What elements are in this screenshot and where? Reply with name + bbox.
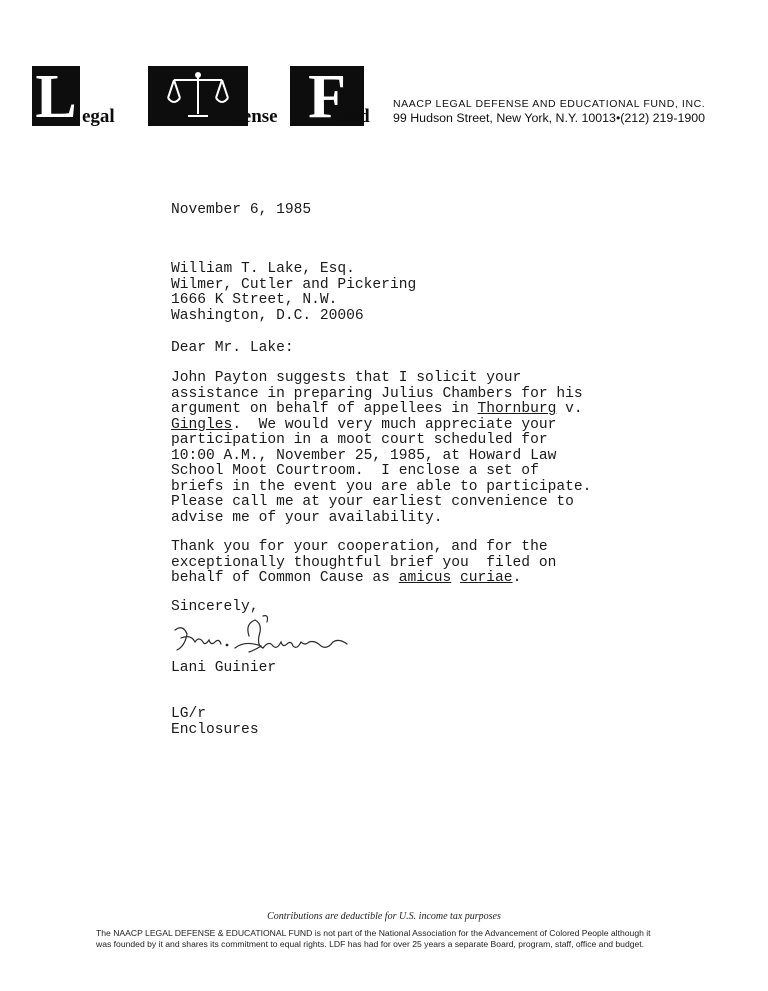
handwritten-signature bbox=[165, 612, 355, 658]
paragraph-line: Please call me at your earliest convenience to bbox=[171, 494, 574, 510]
paragraph-line: exceptionally thoughtful brief you filed on bbox=[171, 554, 557, 571]
disclaimer-line: The NAACP LEGAL DEFENSE & EDUCATIONAL FUND is not part of the National Association for the Advancement of Colored People although it bbox=[96, 928, 651, 938]
paragraph-line: John Payton suggests that I solicit your bbox=[171, 370, 522, 386]
body-paragraph-2 bbox=[171, 540, 556, 587]
logo-letter-l: L bbox=[32, 66, 80, 126]
text-fragment: argument on behalf of appellees in bbox=[171, 401, 478, 417]
paragraph-line: 10:00 A.M., November 25, 1985, at Howard Law bbox=[171, 447, 557, 464]
typist-initials: LG/r bbox=[171, 706, 207, 722]
text-fragment: . We would very much appreciate your bbox=[232, 416, 557, 433]
body-paragraph-1 bbox=[171, 371, 591, 526]
recipient-line: Wilmer, Cutler and Pickering bbox=[171, 276, 417, 293]
reference-block bbox=[171, 707, 259, 738]
case-name-thornburg: Thornburg bbox=[477, 401, 557, 417]
text-fragment: behalf of Common Cause as bbox=[171, 570, 399, 586]
case-name-gingles: Gingles bbox=[171, 416, 233, 433]
ldf-logo bbox=[32, 63, 377, 131]
org-name: NAACP LEGAL DEFENSE AND EDUCATIONAL FUND, INC. bbox=[393, 98, 706, 110]
footer-disclaimer bbox=[96, 928, 696, 949]
tax-deductible-note: Contributions are deductible for U.S. income tax purposes bbox=[267, 911, 501, 922]
signer-name: Lani Guinier bbox=[171, 660, 277, 676]
enclosures-note: Enclosures bbox=[171, 721, 259, 738]
logo-word-und: und bbox=[338, 106, 370, 127]
logo-word-efense: efense bbox=[228, 106, 278, 127]
text-fragment: . bbox=[512, 570, 522, 586]
org-address: 99 Hudson Street, New York, N.Y. 10013•(212) 219-1900 bbox=[393, 111, 706, 125]
paragraph-line: participation in a moot court scheduled for bbox=[171, 432, 548, 448]
paragraph-line: briefs in the event you are able to participate. bbox=[171, 478, 592, 495]
latin-term-curiae: curiae bbox=[460, 570, 513, 586]
logo-letter-f: F bbox=[290, 66, 364, 126]
letter-date: November 6, 1985 bbox=[171, 202, 312, 218]
recipient-line: William T. Lake, Esq. bbox=[171, 261, 355, 277]
paragraph-line bbox=[171, 402, 591, 418]
recipient-line: 1666 K Street, N.W. bbox=[171, 292, 338, 308]
recipient-line: Washington, D.C. 20006 bbox=[171, 307, 364, 324]
recipient-address bbox=[171, 262, 416, 324]
paragraph-line bbox=[171, 571, 556, 587]
salutation: Dear Mr. Lake: bbox=[171, 340, 294, 356]
paragraph-line: advise me of your availability. bbox=[171, 509, 443, 526]
closing: Sincerely, bbox=[171, 599, 259, 615]
disclaimer-line: was founded by it and shares its commitment to equal rights. LDF has had for over 25 years a separate Board, program, staff, office and budget. bbox=[96, 938, 645, 949]
logo-word-egal: egal bbox=[82, 106, 115, 127]
text-fragment: v. bbox=[556, 401, 583, 417]
paragraph-line: School Moot Courtroom. I enclose a set of bbox=[171, 463, 539, 479]
scales-of-justice-icon bbox=[166, 70, 230, 122]
paragraph-line: Thank you for your cooperation, and for the bbox=[171, 539, 548, 555]
paragraph-line bbox=[171, 418, 591, 434]
paragraph-line: assistance in preparing Julius Chambers for his bbox=[171, 385, 583, 402]
latin-term-amicus: amicus bbox=[398, 570, 452, 586]
